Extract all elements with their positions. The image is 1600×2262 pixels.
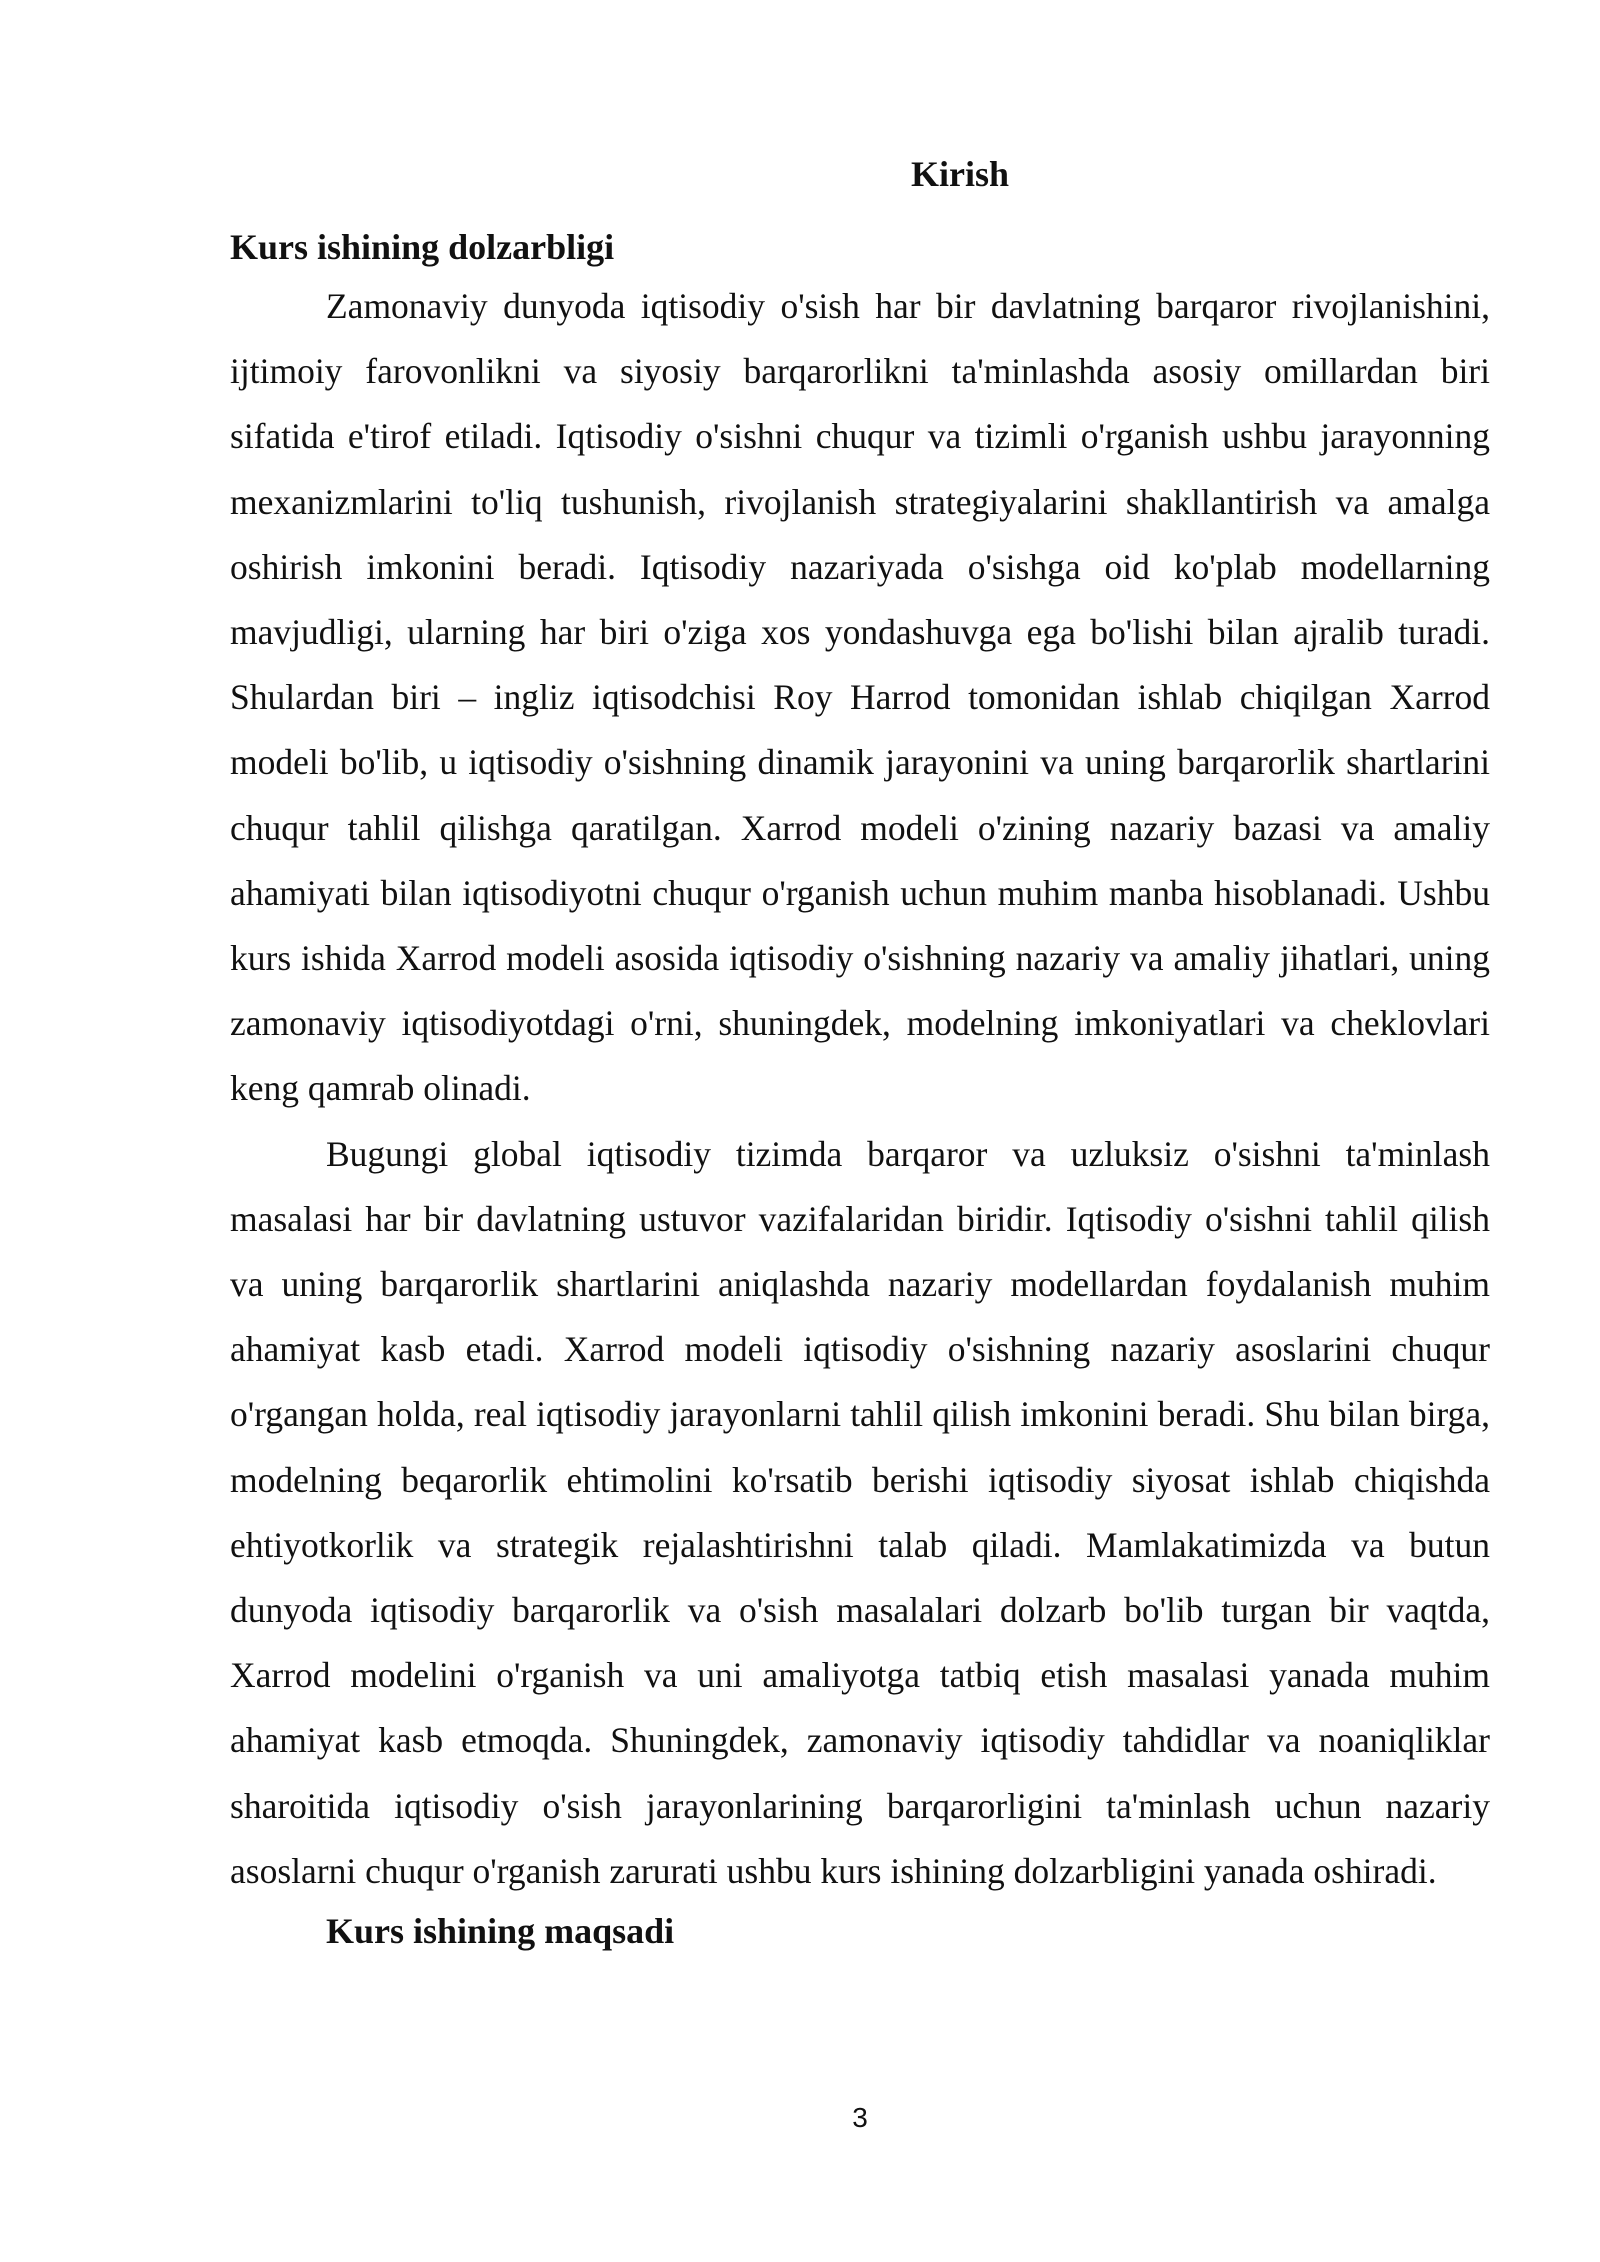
section-heading-relevance: Kurs ishining dolzarbligi [230, 227, 615, 267]
body-paragraph-1: Zamonaviy dunyoda iqtisodiy o'sish har bir davlatning barqaror rivojlanishini, ijtimoiy farovonlikni va siyosiy barqarorlikni ta'minlashda asosiy omillardan biri sifatida e'tirof etiladi. Iqtisodiy o'sishni chuqur va tizimli o'rganish ushbu jarayonning mexanizmlarini to'liq tushunish, rivojlanish strategiyalarini shakllantirish va amalga oshirish imkonini beradi. Iqtisodiy nazariyada o'sishga oid ko'plab modellarning mavjudligi, ularning har biri o'ziga xos yondashuvga ega bo'lishi bilan ajralib turadi. Shulardan biri – ingliz iqtisodchisi Roy Harrod tomonidan ishlab chiqilgan Xarrod modeli bo'lib, u iqtisodiy o'sishning dinamik jarayonini va uning barqarorlik shartlarini chuqur tahlil qilishga qaratilgan. Xarrod modeli o'zining nazariy bazasi va amaliy ahamiyati bilan iqtisodiyotni chuqur o'rganish uchun muhim manba hisoblanadi. Ushbu kurs ishida Xarrod modeli asosida iqtisodiy o'sishning nazariy va amaliy jihatlari, uning zamonaviy iqtisodiyotdagi o'rni, shuningdek, modelning imkoniyatlari va cheklovlari keng qamrab olinadi. [230, 286, 1490, 1109]
page-number: 3 [852, 2102, 868, 2133]
section-heading-purpose: Kurs ishining maqsadi [326, 1911, 675, 1952]
document-page [230, 148, 1490, 1958]
body-paragraph-2: Bugungi global iqtisodiy tizimda barqaror va uzluksiz o'sishni ta'minlash masalasi har bir davlatning ustuvor vazifalaridan biridir. Iqtisodiy o'sishni tahlil qilish va uning barqarorlik shartlarini aniqlashda nazariy modellardan foydalanish muhim ahamiyat kasb etadi. Xarrod modeli iqtisodiy o'sishning nazariy asoslarini chuqur o'rgangan holda, real iqtisodiy jarayonlarni tahlil qilish imkonini beradi. Shu bilan birga, modelning beqarorlik ehtimolini ko'rsatib berishi iqtisodiy siyosat ishlab chiqishda ehtiyotkorlik va strategik rejalashtirishni talab qiladi. Mamlakatimizda va butun dunyoda iqtisodiy barqarorlik va o'sish masalalari dolzarb bo'lib turgan bir vaqtda, Xarrod modelini o'rganish va uni amaliyotga tatbiq etish masalasi yanada muhim ahamiyat kasb etmoqda. Shuningdek, zamonaviy iqtisodiy tahdidlar va noaniqliklar sharoitida iqtisodiy o'sish jarayonlarining barqarorligini ta'minlash uchun nazariy asoslarni chuqur o'rganish zarurati ushbu kurs ishining dolzarbligini yanada oshiradi. [230, 1133, 1490, 1891]
page-title: Kirish [910, 154, 1009, 194]
